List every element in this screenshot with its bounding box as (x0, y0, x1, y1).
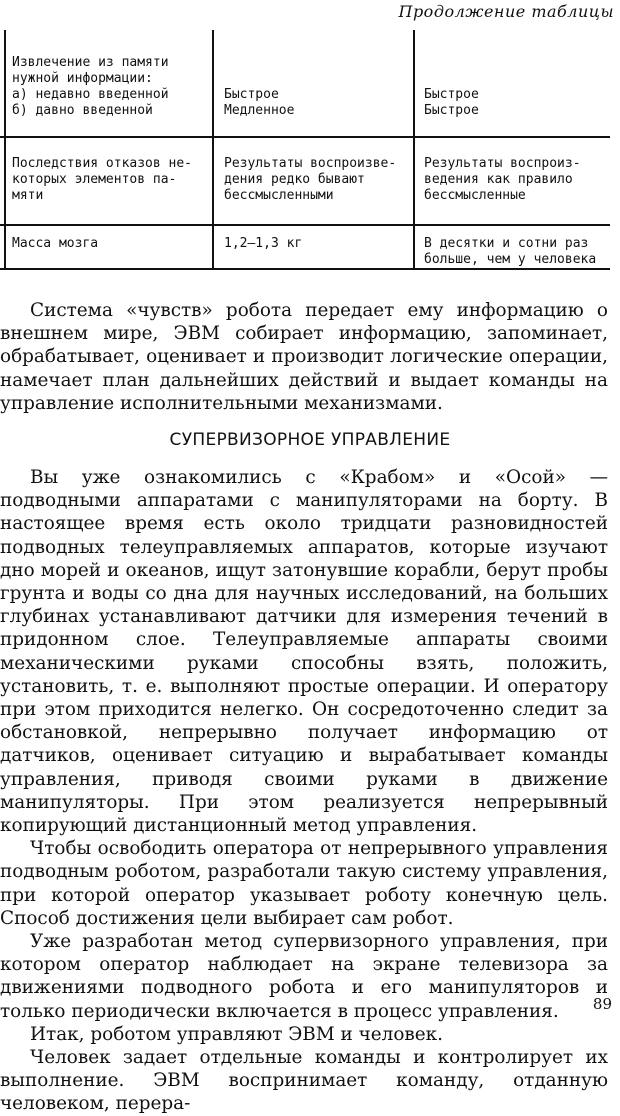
table-cell-r1-c2: Быстрое Медленное (224, 87, 295, 118)
table-divider-1 (212, 30, 214, 270)
comparison-table (0, 30, 616, 270)
table-divider-2 (413, 30, 415, 270)
table-cell-r3-c2: 1,2—1,3 кг (224, 236, 303, 251)
table-cell-r1-c1: Извлечение из памяти нужной информации: а) недавно введенной б) давно введенной (12, 55, 169, 118)
body-paragraph-1: Вы уже ознакомились с «Крабом» и «Осой» — подводными аппаратами с манипуляторами на борту. В настоящее время есть около тридцати разновидностей подводных телеуправляемых аппаратов, которые изучают дно морей и океанов, ищут затонувшие корабли, берут пробы грунта и воды со дна для научных исследований, на больших глубинах устанавливают датчики для измерения течений в придонном слое. Телеуправляемые аппараты своими механическими руками способны взять, положить, установить, т. е. выполняют простые операции. И оператору при этом приходится нелегко. Он сосредоточенно следит за обстановкой, непрерывно получает информацию от датчиков, оценивает ситуацию и вырабатывает команды управления, приводя своими руками в движение манипуляторы. При этом реализуется непрерывный копирующий дистанционный метод управления. (0, 467, 608, 837)
table-cell-r3-c3: В десятки и сотни раз больше, чем у человека (424, 236, 597, 267)
table-cell-r3-c1: Масса мозга (12, 236, 99, 251)
table-border-left (4, 30, 6, 270)
table-row-divider-2 (0, 224, 610, 226)
intro-paragraph: Система «чувств» робота передает ему информацию о внешнем мире, ЭВМ собирает информацию, запоминает, обрабатывает, оценивает и производит логические операции, намечает план дальнейших действий и выдает команды на управление исполнительными механизмами. (0, 300, 608, 414)
table-cell-r2-c3: Результаты воспроиз- ведения как правило бессмысленные (424, 156, 581, 203)
table-row-divider-1 (0, 136, 610, 138)
body-paragraph-4: Итак, роботом управляют ЭВМ и человек. (30, 1023, 443, 1045)
table-cell-r2-c2: Результаты воспроизве- дения редко бывают бессмысленными (224, 156, 397, 203)
body-paragraph-3: Уже разработан метод супервизорного управления, при котором оператор наблюдает на экране телевизора за движениями подводного робота и его манипуляторов и только периодически включается в процесс управления. (0, 931, 608, 1022)
body-paragraph-5: Человек задает отдельные команды и контролирует их выполнение. ЭВМ воспринимает команду, отданную человеком, перера- (0, 1047, 608, 1115)
table-cell-r1-c3: Быстрое Быстрое (424, 87, 479, 118)
page-number: 89 (592, 995, 612, 1013)
table-cell-r2-c1: Последствия отказов не- которых элементов па- мяти (12, 156, 193, 203)
table-continuation-caption: Продолжение таблицы (398, 2, 614, 21)
section-heading: СУПЕРВИЗОРНОЕ УПРАВЛЕНИЕ (169, 430, 451, 450)
table-bottom-border (0, 268, 610, 270)
section-body (0, 466, 608, 1116)
body-paragraph-2: Чтобы освободить оператора от непрерывного управления подводным роботом, разработали такую систему управления, при которой оператор указывает роботу конечную цель. Способ достижения цели выбирает сам робот. (0, 838, 608, 929)
intro-text-block (0, 299, 608, 415)
